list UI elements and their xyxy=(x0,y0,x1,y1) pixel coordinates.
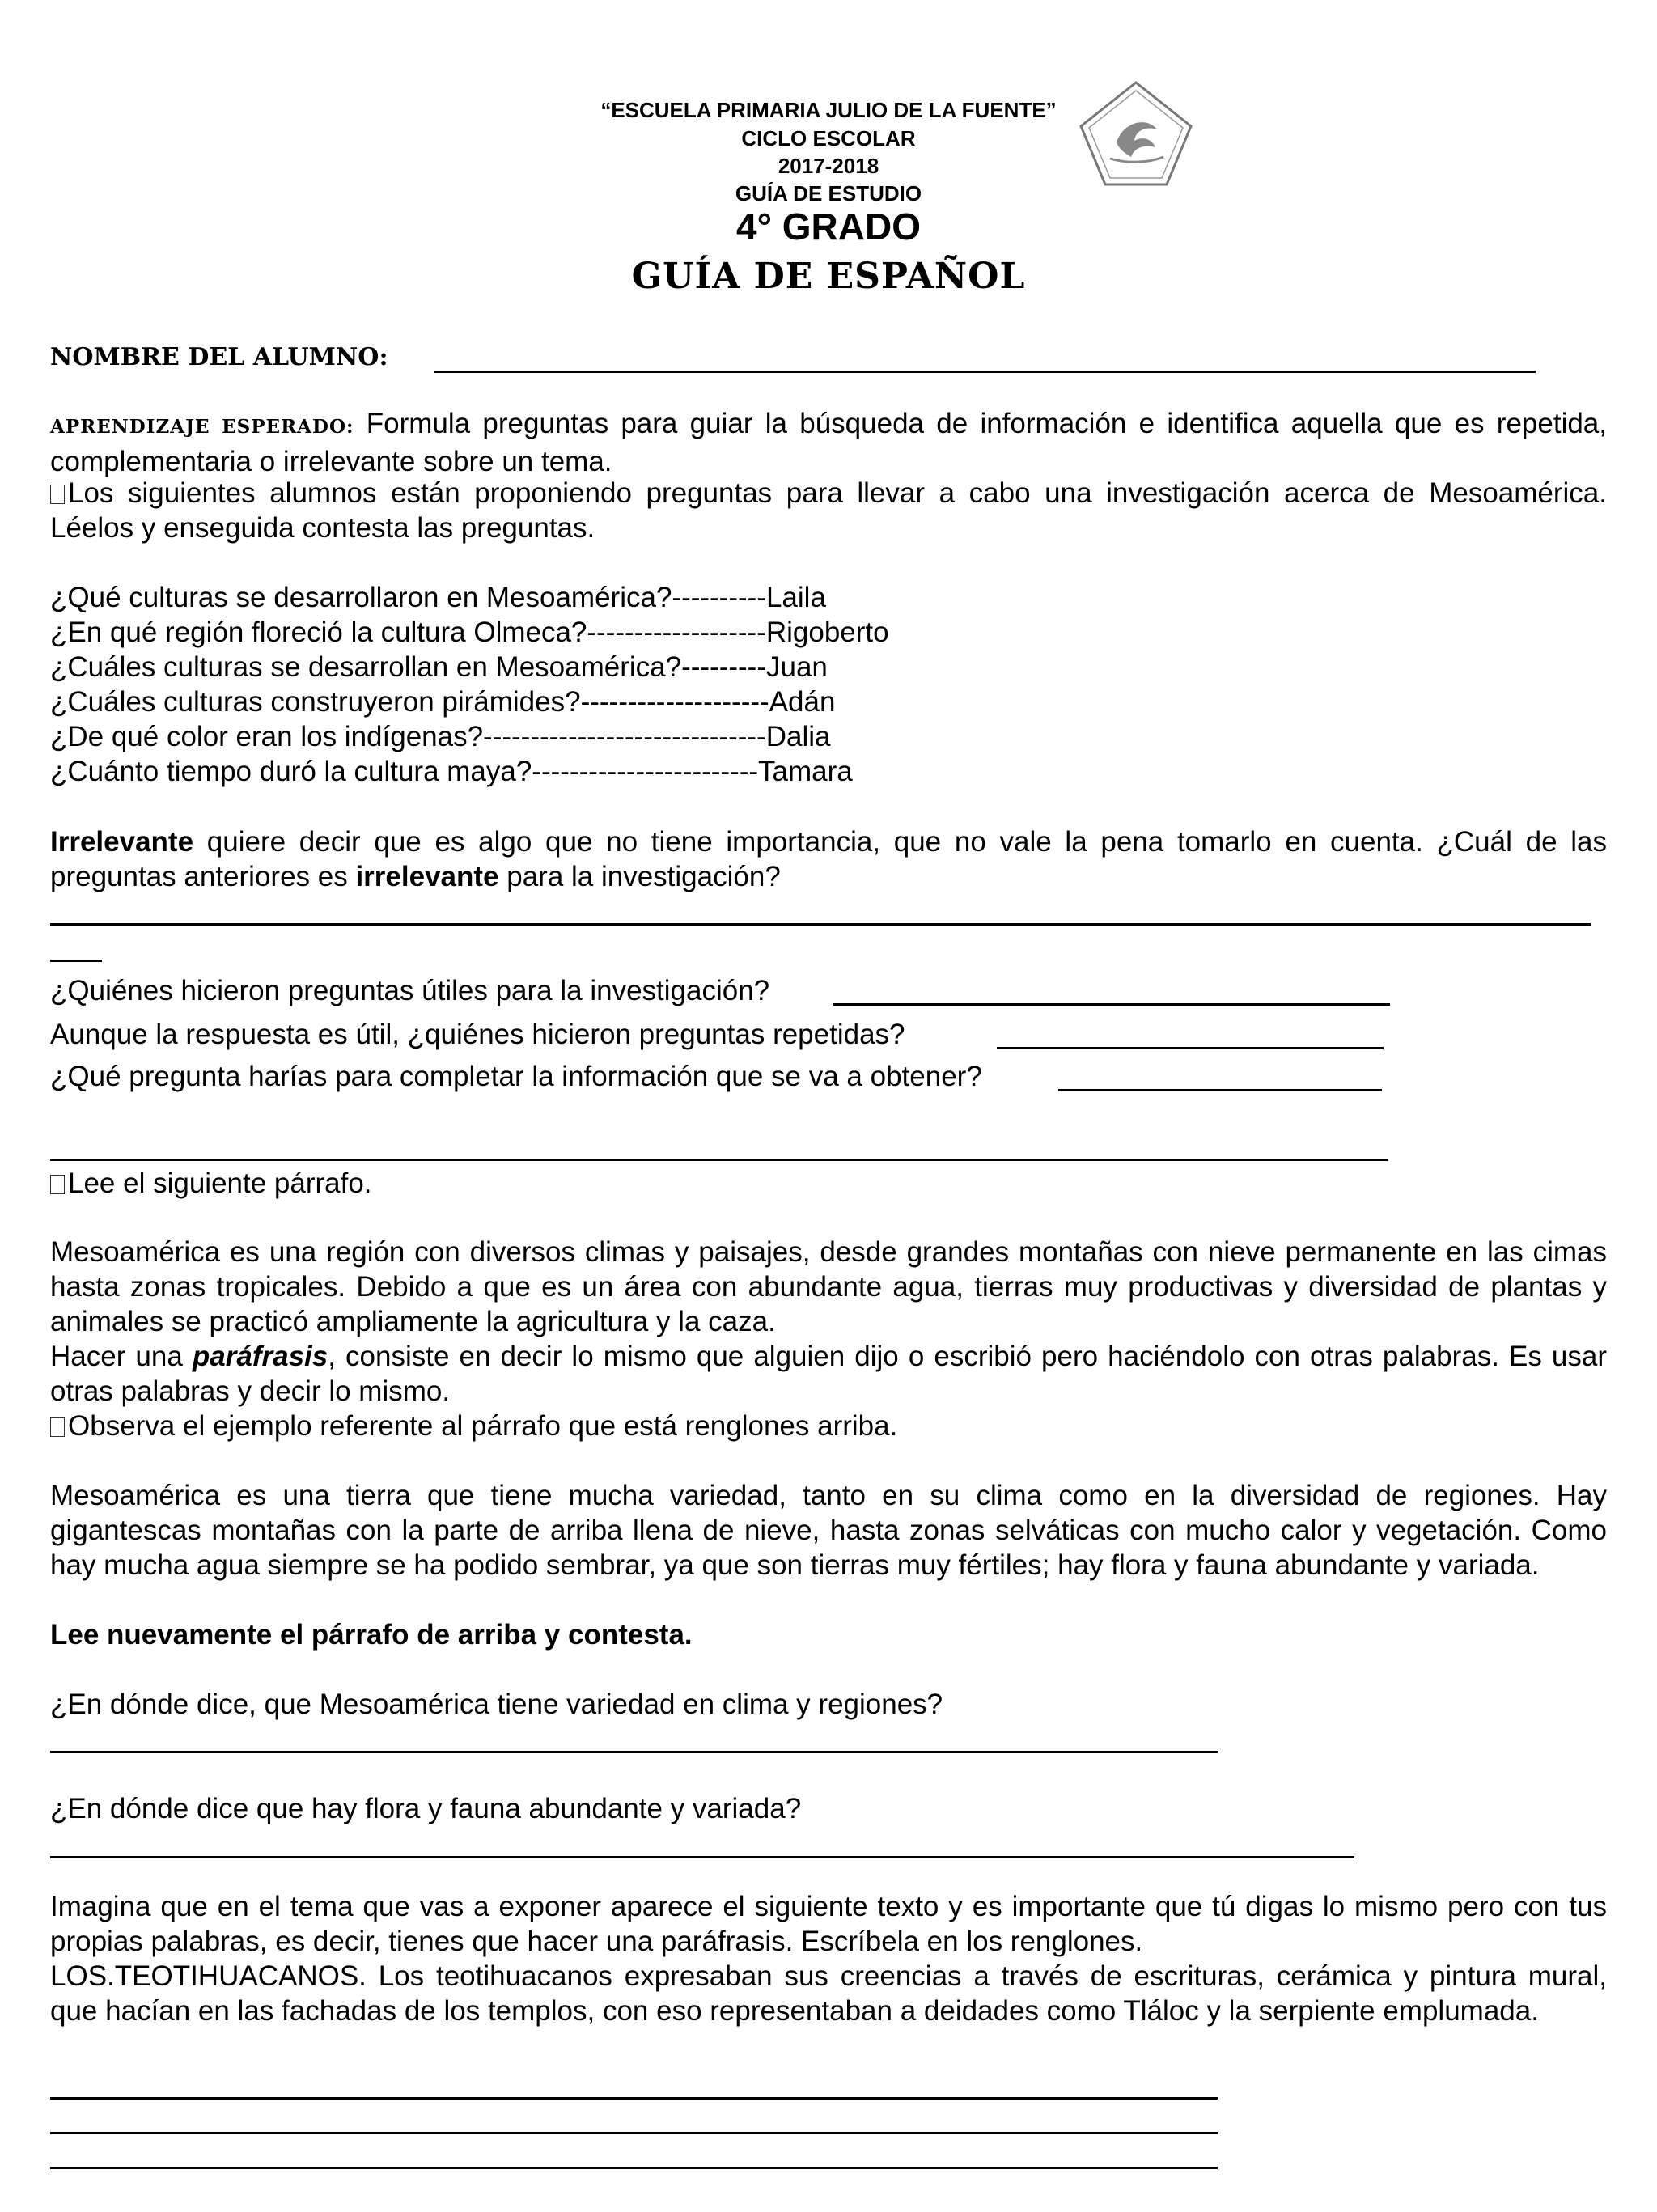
irrelevant-term: Irrelevante xyxy=(50,826,194,858)
answer-line-useful[interactable] xyxy=(833,1003,1390,1006)
paraphrase-term: paráfrasis xyxy=(192,1341,328,1372)
paraphrase-definition: Hacer una paráfrasis, consiste en decir lo mismo que alguien dijo o escribió pero haciéndolo con otras palabras. Es usar otras palabras y decir lo mismo. xyxy=(50,1341,1607,1407)
student-name-label: NOMBRE DEL ALUMNO xyxy=(50,343,379,371)
grade-heading: 4° GRADO xyxy=(736,206,921,248)
question-item: ¿Cuánto tiempo duró la cultura maya?------------------------Tamara xyxy=(50,756,853,787)
expected-learning xyxy=(50,406,1607,479)
question-item: ¿Cuáles culturas se desarrollan en Mesoamérica?---------Juan xyxy=(50,651,828,683)
answer-line-climate[interactable] xyxy=(50,1751,1218,1753)
bullet-box-icon xyxy=(50,1175,65,1194)
school-cycle-years: 2017-2018 xyxy=(778,154,879,178)
instruction-3: Observa el ejemplo referente al párrafo que está renglones arriba. xyxy=(50,1409,1607,1443)
question-useful: ¿Quiénes hicieron preguntas útiles para la investigación? xyxy=(50,975,770,1006)
question-item: ¿En qué región floreció la cultura Olmeca?-------------------Rigoberto xyxy=(50,617,889,648)
question-repeated: Aunque la respuesta es útil, ¿quiénes hicieron preguntas repetidas? xyxy=(50,1019,905,1050)
question-climate: ¿En dónde dice, que Mesoamérica tiene variedad en clima y regiones? xyxy=(50,1689,943,1720)
student-name-row: NOMBRE DEL ALUMNO: xyxy=(50,343,388,371)
answer-line-paraphrase[interactable] xyxy=(50,2132,1218,2134)
answer-line-paraphrase[interactable] xyxy=(50,2097,1218,2100)
page-title: GUÍA DE ESPAÑOL xyxy=(631,256,1026,297)
bullet-box-icon xyxy=(50,1417,65,1437)
instruction-1: Los siguientes alumnos están proponiendo preguntas para llevar a cabo una investigación acerca de Mesoamérica. Léelos y enseguida contesta las preguntas. xyxy=(50,477,1607,544)
answer-line-complete[interactable] xyxy=(1058,1089,1382,1091)
school-cycle-label: CICLO ESCOLAR xyxy=(741,126,916,150)
answer-line-repeated[interactable] xyxy=(997,1047,1384,1049)
instruction-2: Lee el siguiente párrafo. xyxy=(50,1166,1607,1201)
answer-line-irrelevant[interactable] xyxy=(50,923,1591,926)
paragraph-example: Mesoamérica es una tierra que tiene mucha variedad, tanto en su clima como en la diversidad de regiones. Hay gigantescas montañas con la parte de arriba llena de nieve, hasta zonas selváticas con mucho calor y vegetación. Como hay mucha agua siempre se ha podido sembrar, ya que son tierras muy fértiles; hay flora y fauna abundante y variada. xyxy=(50,1480,1607,1581)
irrelevant-definition: Irrelevante quiere decir que es algo que no tiene importancia, que no vale la pena tomarlo en cuenta. ¿Cuál de las preguntas anteriores es irrelevante para la investigación? xyxy=(50,826,1607,892)
answer-line-irrelevant-cont[interactable] xyxy=(50,960,102,962)
question-item: ¿Cuáles culturas construyeron pirámides?--------------------Adán xyxy=(50,686,836,718)
paragraph-mesoamerica: Mesoamérica es una región con diversos climas y paisajes, desde grandes montañas con nieve permanente en las cimas hasta zonas tropicales. Debido a que es un área con abundante agua, tierras muy productivas y diversidad de plantas y animales se practicó ampliamente la agricultura y la caza. xyxy=(50,1236,1607,1337)
teotihuacanos-text: LOS.TEOTIHUACANOS. Los teotihuacanos expresaban sus creencias a través de escrituras, cerámica y pintura mural, que hacían en las fachadas de los templos, con eso representaban a deidades como Tláloc y la serpiente emplumada. xyxy=(50,1960,1607,2027)
reread-instruction: Lee nuevamente el párrafo de arriba y contesta. xyxy=(50,1619,693,1651)
expected-learning-text: Formula preguntas para guiar la búsqueda de información e identifica aquella que es repetida, complementaria o irrelevante sobre un tema. xyxy=(50,408,1607,477)
question-item: ¿Qué culturas se desarrollaron en Mesoamérica?----------Laila xyxy=(50,582,826,613)
question-flora: ¿En dónde dice que hay flora y fauna abundante y variada? xyxy=(50,1793,802,1824)
student-name-field[interactable] xyxy=(434,371,1536,373)
imagine-instruction: Imagina que en el tema que vas a exponer aparece el siguiente texto y es importante que tú digas lo mismo pero con tus propias palabras, es decir, tienes que hacer una paráfrasis. Escríbela en los renglones. xyxy=(50,1891,1607,1957)
school-seal-icon xyxy=(1078,79,1194,188)
answer-line-complete-2[interactable] xyxy=(50,1159,1388,1161)
guide-label: GUÍA DE ESTUDIO xyxy=(735,181,922,206)
answer-line-paraphrase[interactable] xyxy=(50,2167,1218,2169)
answer-line-flora[interactable] xyxy=(50,1856,1354,1858)
bullet-box-icon xyxy=(50,485,65,504)
expected-learning-label: APRENDIZAJE ESPERADO: xyxy=(50,416,354,438)
question-complete: ¿Qué pregunta harías para completar la información que se va a obtener? xyxy=(50,1061,982,1092)
question-item: ¿De qué color eran los indígenas?------------------------------Dalia xyxy=(50,721,831,752)
school-name: “ESCUELA PRIMARIA JULIO DE LA FUENTE” xyxy=(600,98,1057,122)
